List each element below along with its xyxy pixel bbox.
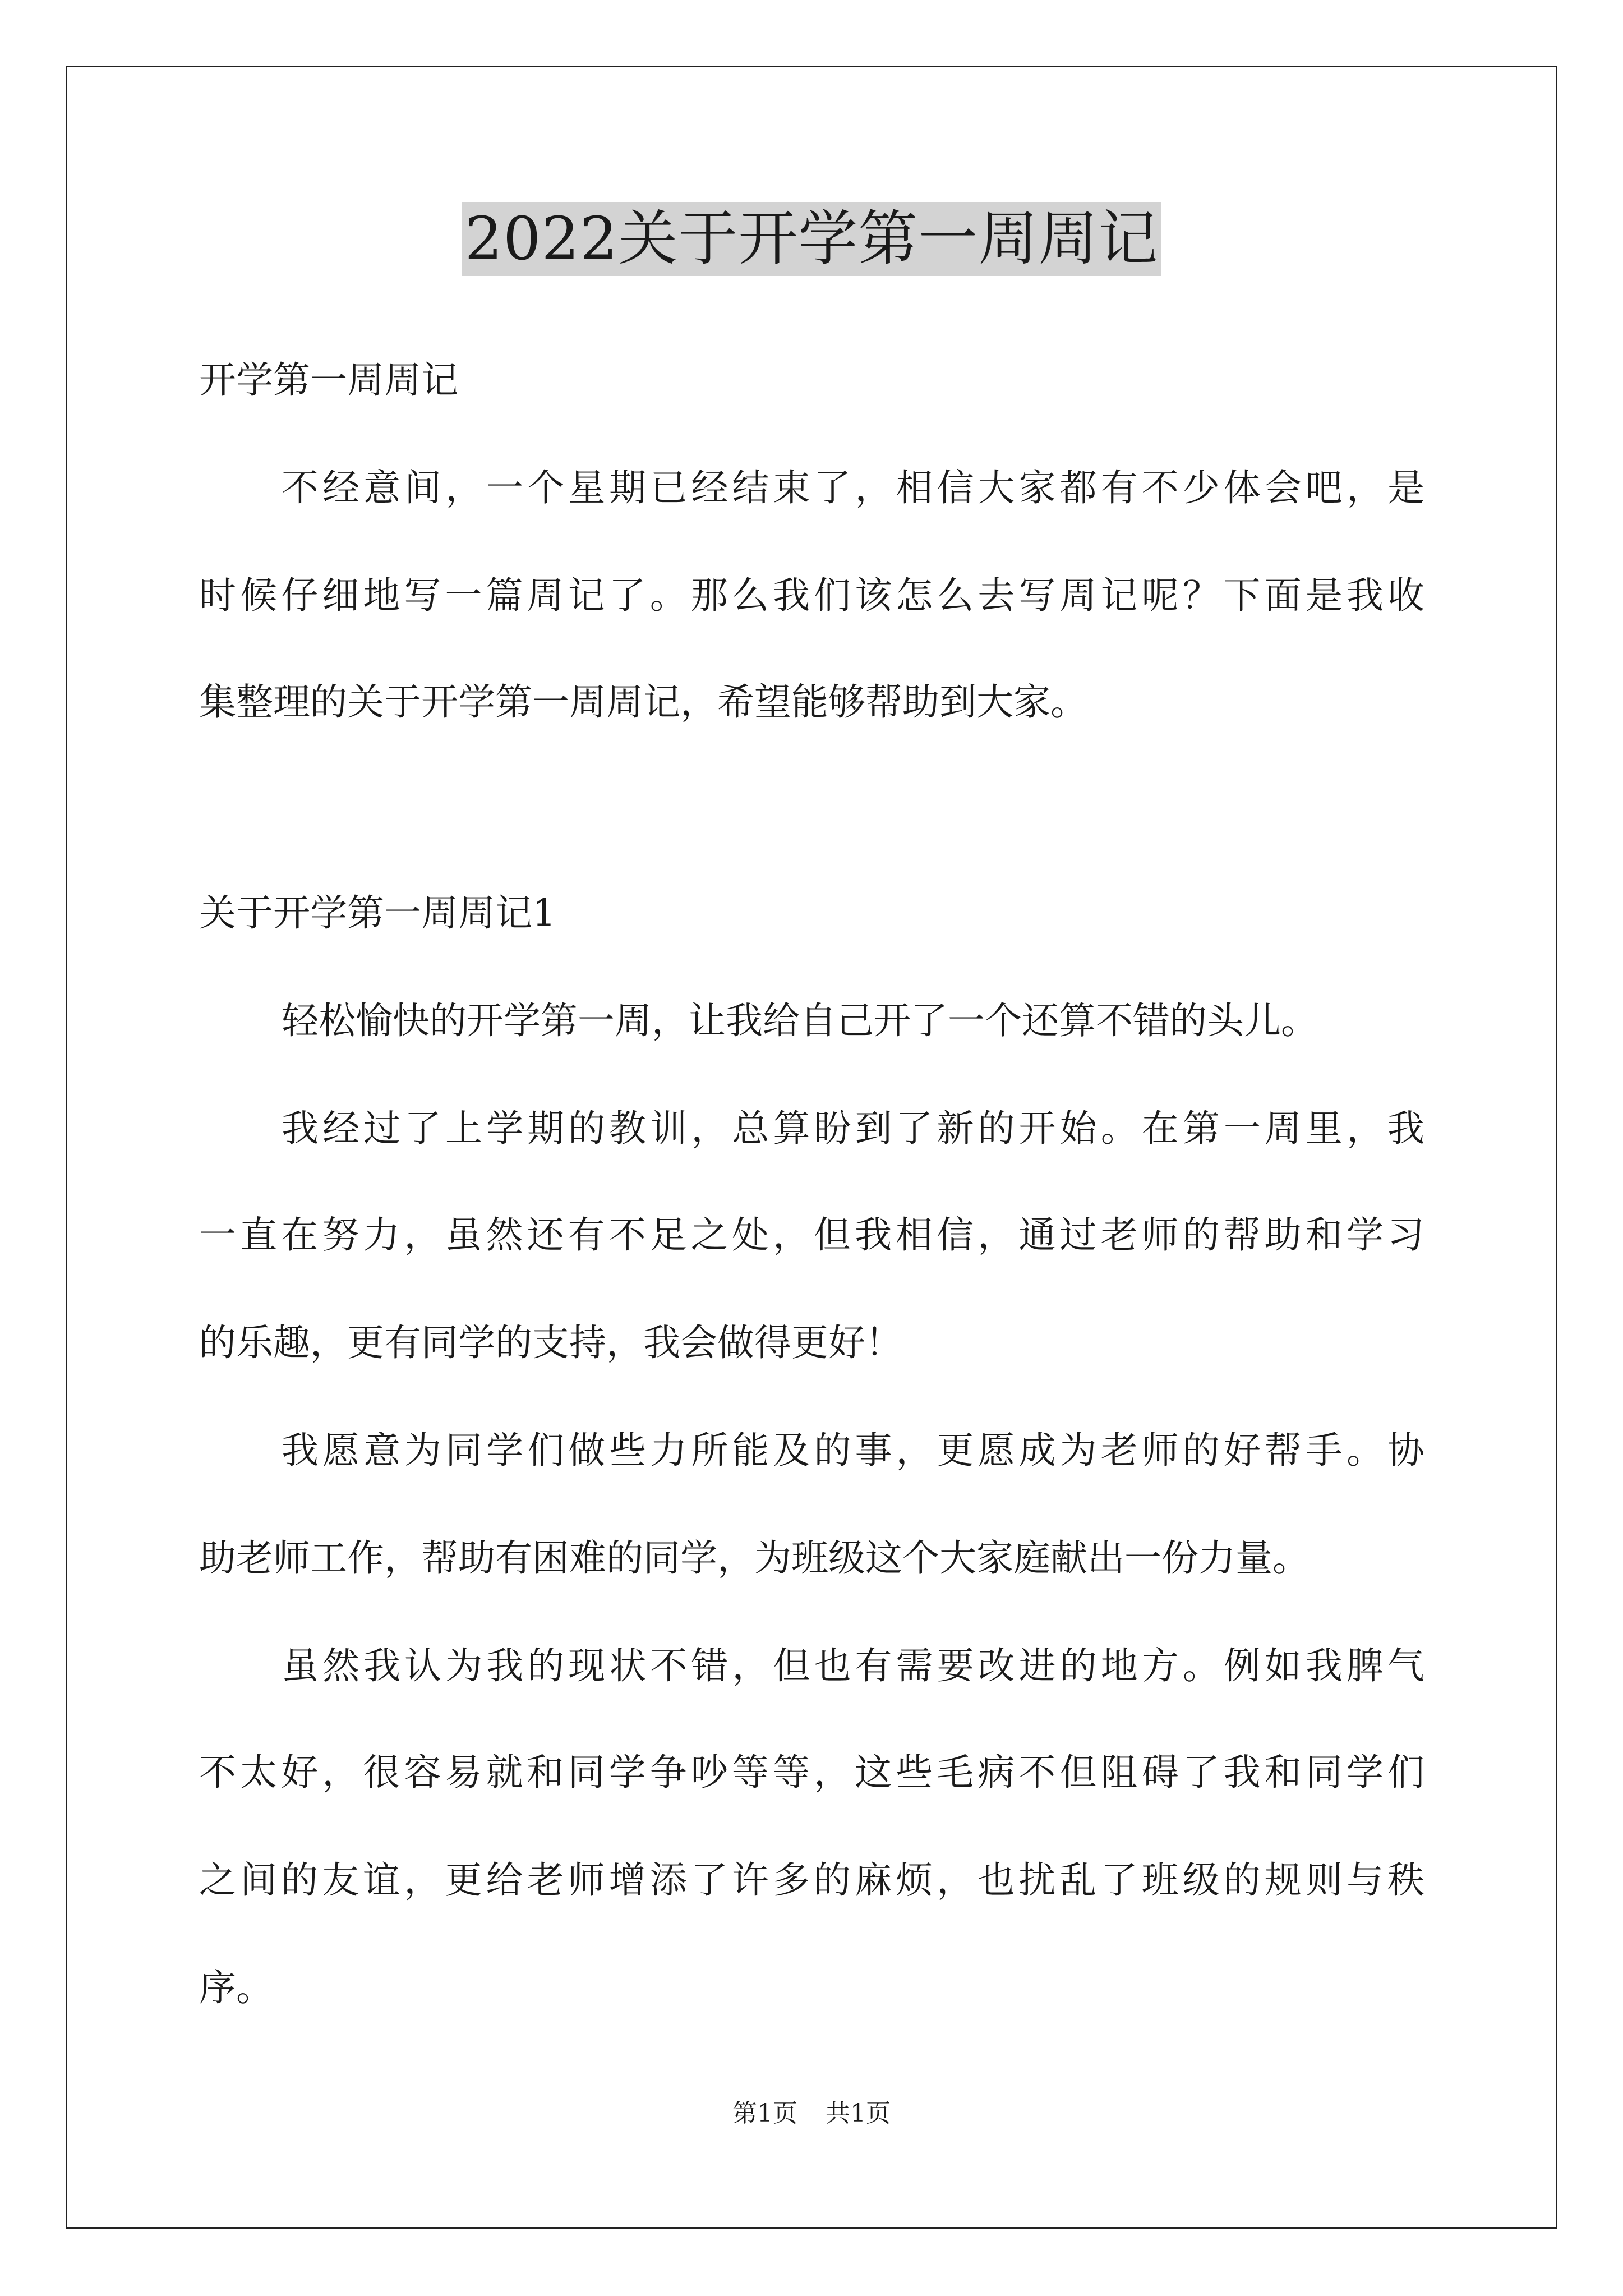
paragraph-line: 之间的友谊，更给老师增添了许多的麻烦，也扰乱了班级的规则与秩 [199, 1858, 1424, 1902]
paragraph-line: 不太好，很容易就和同学争吵等等，这些毛病不但阻碍了我和同学们 [199, 1751, 1424, 1794]
title-container [0, 202, 1623, 276]
page-number: 第1页 [732, 2099, 797, 2128]
paragraph-line: 轻松愉快的开学第一周，让我给自己开了一个还算不错的头儿。 [282, 999, 1318, 1042]
paragraph-line: 序。 [199, 1966, 273, 2009]
paragraph-line: 一直在努力，虽然还有不足之处，但我相信，通过老师的帮助和学习 [199, 1213, 1424, 1257]
paragraph-line: 虽然我认为我的现状不错，但也有需要改进的地方。例如我脾气 [282, 1644, 1424, 1687]
document-title: 2022关于开学第一周周记 [462, 202, 1162, 276]
paragraph-line: 不经意间，一个星期已经结束了，相信大家都有不少体会吧，是 [282, 466, 1424, 509]
paragraph-line: 我愿意为同学们做些力所能及的事，更愿成为老师的好帮手。协 [282, 1429, 1424, 1472]
paragraph-line: 的乐趣，更有同学的支持，我会做得更好！ [199, 1321, 902, 1364]
section-heading: 开学第一周周记 [199, 358, 458, 402]
section-heading: 关于开学第一周周记1 [199, 891, 556, 935]
paragraph-line: 时候仔细地写一篇周记了。那么我们该怎么去写周记呢？下面是我收 [199, 574, 1424, 617]
paragraph-line: 助老师工作，帮助有困难的同学，为班级这个大家庭献出一份力量。 [199, 1536, 1310, 1580]
paragraph-line: 集整理的关于开学第一周周记，希望能够帮助到大家。 [199, 680, 1087, 724]
paragraph-line: 我经过了上学期的教训，总算盼到了新的开始。在第一周里，我 [282, 1107, 1424, 1150]
page-total: 共1页 [826, 2099, 891, 2128]
page-footer [0, 2098, 1623, 2129]
